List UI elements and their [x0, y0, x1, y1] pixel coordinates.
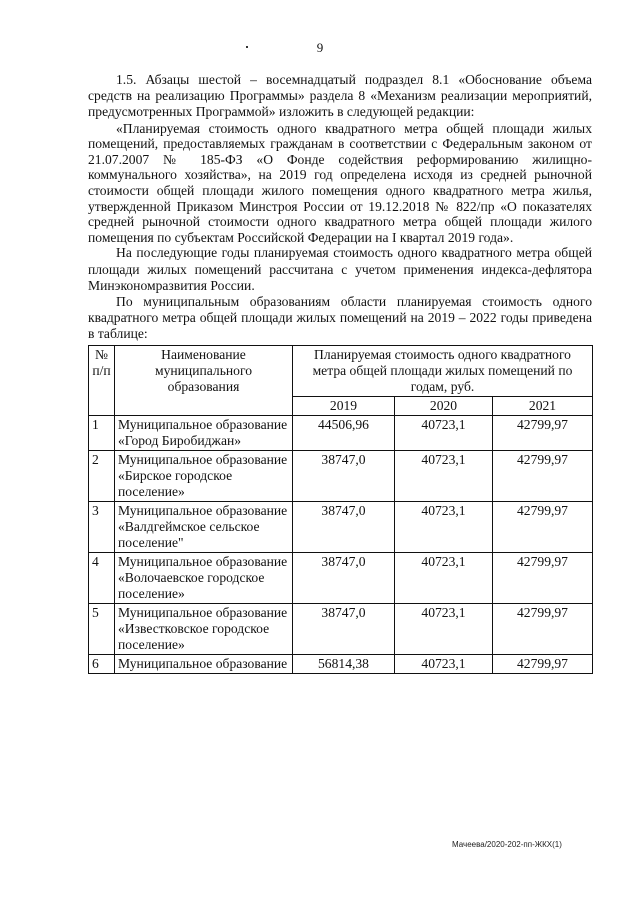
row-cost-2021: 42799,97: [493, 415, 593, 450]
paragraph-deflator: На последующие годы планируемая стоимость одного квадратного метра общей площади жилых помещений рассчитана с учетом применения индекса-дефлятора Минэкономразвития России.: [88, 245, 592, 293]
row-municipality: Муниципальное образование «Город Биробиджан»: [115, 415, 293, 450]
row-municipality: Муниципальное образование «Бирское городское поселение»: [115, 450, 293, 501]
row-cost-2020: 40723,1: [395, 654, 493, 673]
row-cost-2021: 42799,97: [493, 603, 593, 654]
row-cost-2019: 38747,0: [293, 552, 395, 603]
row-cost-2020: 40723,1: [395, 603, 493, 654]
cost-table: [88, 345, 593, 674]
header-number: № п/п: [89, 345, 115, 415]
paragraph-table-intro: По муниципальным образованиям области планируемая стоимость одного квадратного метра общей площади жилых помещений на 2019 – 2022 годы приведена в таблице:: [88, 293, 592, 342]
row-cost-2019: 38747,0: [293, 603, 395, 654]
row-municipality: Муниципальное образование «Валдгеймское сельское поселение": [115, 501, 293, 552]
row-number: 2: [89, 450, 115, 501]
header-municipality: Наименование муниципального образования: [115, 345, 293, 415]
row-municipality: Муниципальное образование «Волочаевское городское поселение»: [115, 552, 293, 603]
row-number: 3: [89, 501, 115, 552]
row-number: 1: [89, 415, 115, 450]
page-number: 9: [316, 40, 324, 55]
document-body: [88, 72, 592, 674]
row-cost-2021: 42799,97: [493, 501, 593, 552]
row-cost-2019: 38747,0: [293, 501, 395, 552]
row-number: 4: [89, 552, 115, 603]
paragraph-cost-definition: «Планируемая стоимость одного квадратного метра общей площади жилых помещений, предоставляемых гражданам в соответствии с Федеральным законом от 21.07.2007 № 185-ФЗ «О Фонде содействия реформированию жилищно-коммунального хозяйства», на 2019 год определена исходя из средней рыночной стоимости общей площади жилого помещения одного квадратного метра жилья, утвержденной Приказом Минстроя России от 19.12.2018 № 822/пр «О показателях средней рыночной стоимости одного квадратного метра общей площади жилого помещения по субъектам Российской Федерации на I квартал 2019 года».: [88, 120, 592, 245]
table-row: [89, 654, 593, 673]
header-planned-cost: Планируемая стоимость одного квадратного метра общей площади жилых помещений по годам, руб.: [293, 345, 593, 396]
paragraph-amendment: 1.5. Абзацы шестой – восемнадцатый подраздел 8.1 «Обоснование объема средств на реализацию Программы» раздела 8 «Механизм реализации мероприятий, предусмотренных Программой» изложить в следующей редакции:: [88, 72, 592, 120]
row-cost-2021: 42799,97: [493, 552, 593, 603]
row-municipality: Муниципальное образование «Известковское городское поселение»: [115, 603, 293, 654]
row-cost-2020: 40723,1: [395, 501, 493, 552]
row-cost-2021: 42799,97: [493, 654, 593, 673]
table-row: [89, 552, 593, 603]
row-cost-2019: 44506,96: [293, 415, 395, 450]
row-number: 5: [89, 603, 115, 654]
row-cost-2020: 40723,1: [395, 552, 493, 603]
row-cost-2021: 42799,97: [493, 450, 593, 501]
table-row: [89, 603, 593, 654]
header-year-2021: 2021: [493, 396, 593, 415]
table-row: [89, 501, 593, 552]
table-row: [89, 450, 593, 501]
header-year-2019: 2019: [293, 396, 395, 415]
document-footer: Мачеева/2020-202-пп-ЖКХ(1): [452, 840, 562, 849]
scan-speck: [246, 46, 248, 48]
row-cost-2020: 40723,1: [395, 415, 493, 450]
header-year-2020: 2020: [395, 396, 493, 415]
row-municipality: Муниципальное образование: [115, 654, 293, 673]
row-cost-2020: 40723,1: [395, 450, 493, 501]
row-number: 6: [89, 654, 115, 673]
table-row: [89, 415, 593, 450]
row-cost-2019: 56814,38: [293, 654, 395, 673]
row-cost-2019: 38747,0: [293, 450, 395, 501]
